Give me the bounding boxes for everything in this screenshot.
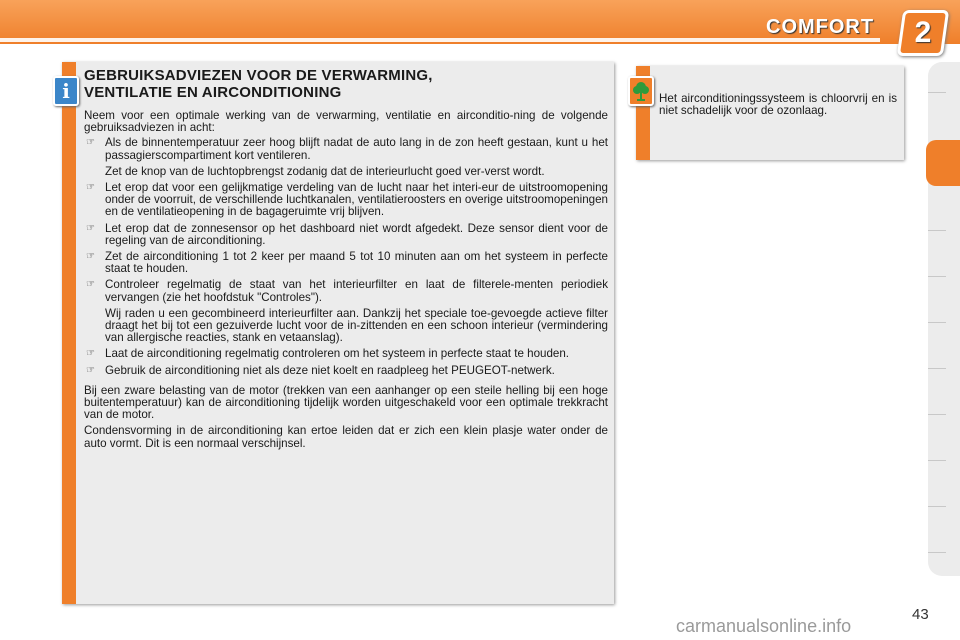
info-icon: i xyxy=(62,79,70,103)
list-item xyxy=(84,182,608,219)
banner-stripe xyxy=(0,38,880,42)
list-item xyxy=(84,279,608,344)
watermark: carmanualsonline.info xyxy=(676,616,852,636)
panel-accent-strip xyxy=(62,62,76,604)
list-item-text: Let erop dat de zonnesensor op het dashboard niet wordt afgedekt. Deze sensor dient voor de regeling van de airconditioning. xyxy=(105,221,608,247)
list-item xyxy=(84,137,608,178)
list-item xyxy=(84,348,608,360)
intro-paragraph: Neem voor een optimale werking van de verwarming, ventilatie en airconditio-ning de volgende gebruiksadviezen in acht: xyxy=(84,109,608,135)
tab-divider xyxy=(928,276,946,277)
pointing-hand-icon: ☞ xyxy=(86,251,95,263)
list-item xyxy=(84,223,608,247)
chapter-tab-active[interactable] xyxy=(926,140,960,186)
pointing-hand-icon: ☞ xyxy=(86,279,95,291)
heading-line-2: VENTILATIE EN AIRCONDITIONING xyxy=(84,84,342,101)
pointing-hand-icon: ☞ xyxy=(86,364,95,376)
list-item-text: Als de binnentemperatuur zeer hoog blijft nadat de auto lang in de zon heeft gestaan, kunt u het passagierscompartiment kort ventileren. xyxy=(105,136,608,162)
list-item-text: Zet de airconditioning 1 tot 2 keer per maand 5 tot 10 minuten aan om het systeem in perfecte staat te houden. xyxy=(105,250,608,276)
list-item xyxy=(84,365,608,377)
heading-line-1: GEBRUIKSADVIEZEN VOOR DE VERWARMING, xyxy=(84,67,433,84)
list-item-subtext: Wij raden u een gecombineerd interieurfilter aan. Dankzij het speciale toe-gevoegde actieve filter draagt het bij tot een gezuiverde lucht voor de in-zittenden en een schoon interieur (vermindering van allergische reacties, stank en vetaanslag). xyxy=(105,306,608,345)
tab-divider xyxy=(928,368,946,369)
load-warning-paragraph: Bij een zware belasting van de motor (trekken van een aanhanger op een steile helling bij een hoge buitentemperatuur) kan de airconditioning tijdelijk worden uitgeschakeld voor een optimale trekkracht van de motor. xyxy=(84,383,608,422)
pointing-hand-icon: ☞ xyxy=(86,182,95,194)
list-item-text: Let erop dat voor een gelijkmatige verdeling van de lucht naar het interi-eur de uitstroomopening onder de voorruit, de verschillende luchtkanalen, ventilatieroosters en overige uitstroomopeningen en de ventilatieopening in de bagageruimte vrij blijven. xyxy=(105,181,608,219)
section-heading xyxy=(84,67,604,101)
list-item-text: Laat de airconditioning regelmatig controleren om het systeem in perfecte staat te houden. xyxy=(105,347,570,361)
pointing-hand-icon: ☞ xyxy=(86,348,95,360)
condensation-paragraph: Condensvorming in de airconditioning kan ertoe leiden dat er zich een klein plasje water onder de auto vormt. Dit is een normaal verschijnsel. xyxy=(84,424,608,450)
eco-note-text: Het airconditioningssysteem is chloorvrij en is niet schadelijk voor de ozonlaag. xyxy=(659,92,897,118)
eco-badge xyxy=(628,76,654,106)
advice-body xyxy=(84,110,608,450)
list-item-text: Controleer regelmatig de staat van het interieurfilter en laat de filterele-menten periodiek vervangen (zie het hoofdstuk "Controles"). xyxy=(105,278,608,304)
info-badge xyxy=(53,76,79,106)
pointing-hand-icon: ☞ xyxy=(86,222,95,234)
list-item-subtext: Zet de knop van de luchtopbrengst zodanig dat de interieurlucht goed ver-verst wordt. xyxy=(105,164,545,178)
tab-divider xyxy=(928,230,946,231)
chapter-number: 2 xyxy=(914,16,932,49)
tab-divider xyxy=(928,92,946,93)
advice-list xyxy=(84,137,608,376)
chapter-title: COMFORT xyxy=(766,16,875,38)
list-item xyxy=(84,251,608,275)
tab-divider xyxy=(928,322,946,323)
list-item-text: Gebruik de airconditioning niet als deze niet koelt en raadpleeg het PEUGEOT-netwerk. xyxy=(105,363,555,377)
pointing-hand-icon: ☞ xyxy=(86,137,95,149)
page-number: 43 xyxy=(912,606,929,623)
tab-divider xyxy=(928,460,946,461)
tab-divider xyxy=(928,552,946,553)
tab-divider xyxy=(928,506,946,507)
tree-icon xyxy=(630,78,652,104)
tab-divider xyxy=(928,414,946,415)
chapter-number-badge xyxy=(897,10,949,56)
